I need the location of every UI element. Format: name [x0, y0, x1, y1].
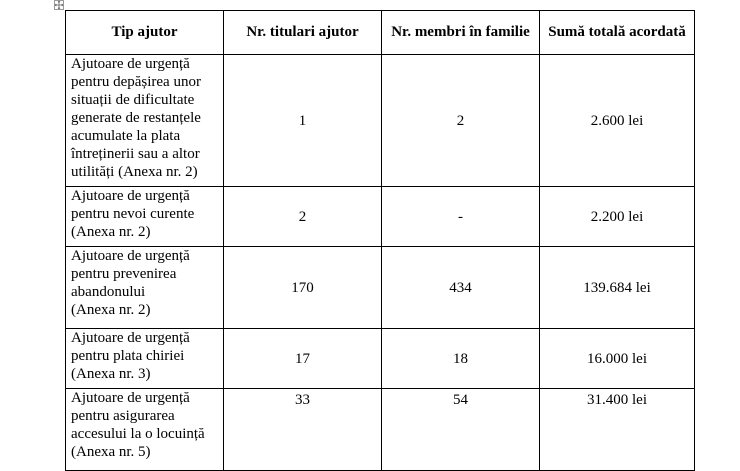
- cell-nr-titulari: 33: [224, 389, 382, 471]
- type-line: (Anexa nr. 2): [71, 302, 151, 318]
- type-line: abandonului: [71, 284, 146, 300]
- table-row: [66, 389, 695, 471]
- type-line: întreținerii sau a altor: [71, 146, 200, 162]
- type-line: (Anexa nr. 2): [71, 224, 151, 240]
- type-line: pentru depășirea unor: [71, 74, 201, 90]
- cell-suma-totala: 16.000 lei: [540, 329, 695, 389]
- aid-table: [65, 10, 695, 471]
- type-line: (Anexa nr. 5): [71, 444, 151, 460]
- cell-nr-membri: -: [382, 187, 540, 247]
- cell-suma-totala: 31.400 lei: [540, 389, 695, 471]
- cell-nr-membri: 434: [382, 247, 540, 329]
- header-suma-totala: Sumă totală acordată: [540, 11, 695, 55]
- cell-nr-membri: 2: [382, 55, 540, 187]
- type-line: pentru prevenirea: [71, 266, 177, 282]
- type-line: situații de dificultate: [71, 92, 195, 108]
- cell-tip-ajutor: [66, 389, 224, 471]
- type-line: (Anexa nr. 3): [71, 366, 151, 382]
- type-line: utilități (Anexa nr. 2): [71, 164, 198, 180]
- type-line: Ajutoare de urgență: [71, 248, 190, 264]
- cell-nr-titulari: 170: [224, 247, 382, 329]
- type-line: Ajutoare de urgență: [71, 330, 190, 346]
- type-line: generate de restanțele: [71, 110, 201, 126]
- header-nr-membri: Nr. membri în familie: [382, 11, 540, 55]
- type-line: Ajutoare de urgență: [71, 56, 190, 72]
- cell-tip-ajutor: [66, 329, 224, 389]
- cell-tip-ajutor: [66, 55, 224, 187]
- type-line: accesului la o locuință: [71, 426, 205, 442]
- header-nr-titulari: Nr. titulari ajutor: [224, 11, 382, 55]
- type-line: Ajutoare de urgență: [71, 188, 190, 204]
- table-header-row: [66, 11, 695, 55]
- cell-suma-totala: 139.684 lei: [540, 247, 695, 329]
- cell-nr-titulari: 2: [224, 187, 382, 247]
- table-row: [66, 329, 695, 389]
- table-row: [66, 55, 695, 187]
- cell-tip-ajutor: [66, 187, 224, 247]
- type-line: Ajutoare de urgență: [71, 390, 190, 406]
- type-line: pentru nevoi curente: [71, 206, 195, 222]
- type-line: pentru plata chiriei: [71, 348, 185, 364]
- table-row: [66, 247, 695, 329]
- type-line: pentru asigurarea: [71, 408, 175, 424]
- cell-suma-totala: 2.200 lei: [540, 187, 695, 247]
- type-line: acumulate la plata: [71, 128, 181, 144]
- cell-nr-membri: 54: [382, 389, 540, 471]
- cell-nr-titulari: 1: [224, 55, 382, 187]
- cell-nr-membri: 18: [382, 329, 540, 389]
- cell-tip-ajutor: [66, 247, 224, 329]
- cell-suma-totala: 2.600 lei: [540, 55, 695, 187]
- cell-nr-titulari: 17: [224, 329, 382, 389]
- table-move-handle-icon[interactable]: [54, 0, 64, 10]
- header-tip-ajutor: Tip ajutor: [66, 11, 224, 55]
- table-row: [66, 187, 695, 247]
